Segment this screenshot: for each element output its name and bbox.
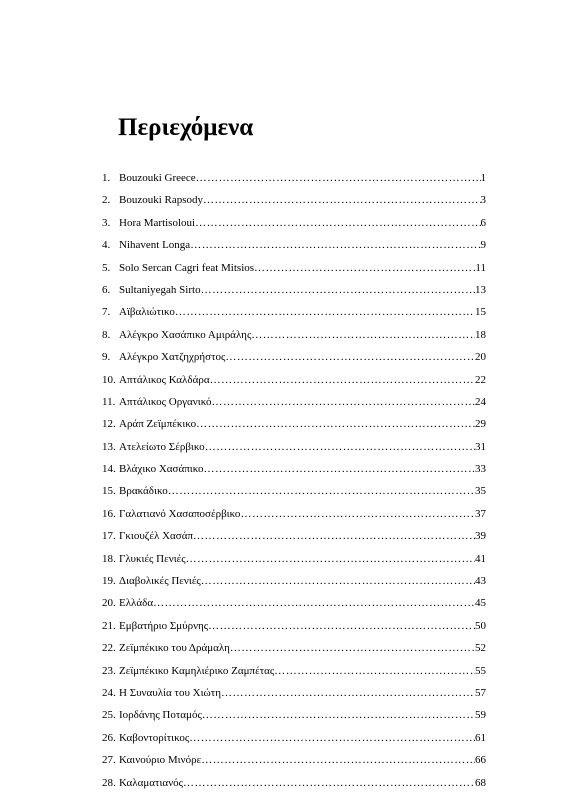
toc-entry-page-number: 57: [475, 686, 486, 699]
toc-entry-number: 15.: [102, 485, 116, 498]
toc-entry-title: Bouzouki Rapsody: [119, 194, 204, 207]
toc-entry-page-number: 45: [475, 597, 486, 610]
toc-dot-leader: [201, 749, 475, 771]
toc-entry: [102, 749, 486, 771]
toc-entry-number: 17.: [102, 530, 116, 543]
toc-entry-number: 7.: [102, 306, 111, 319]
toc-entry-title: Αλέγκρο Χασάπικο Αμιράλης: [119, 328, 252, 341]
toc-entry-title: Διαβολικές Πενιές: [119, 575, 201, 588]
toc-entry: [102, 682, 486, 704]
toc-dot-leader: [193, 525, 475, 547]
toc-entry: [102, 660, 486, 682]
toc-dot-leader: [240, 503, 475, 525]
toc-dot-leader: [183, 772, 475, 794]
toc-entry: [102, 167, 486, 189]
toc-entry-number: 28.: [102, 776, 116, 789]
toc-entry: [102, 234, 486, 256]
toc-entry: [102, 346, 486, 368]
toc-dot-leader: [189, 727, 475, 749]
toc-entry-title: Γλυκιές Πενιές: [119, 552, 186, 565]
toc-entry-number: 4.: [102, 239, 111, 252]
toc-entry: [102, 301, 486, 323]
toc-dot-leader: [221, 682, 475, 704]
toc-entry-title: Αλέγκρο Χατζηχρήστος: [119, 351, 226, 364]
toc-entry-title: Hora Martisoloui: [119, 216, 196, 229]
toc-entry-number: 10.: [102, 373, 116, 386]
toc-entry-page-number: 59: [475, 709, 486, 722]
toc-dot-leader: [196, 167, 481, 189]
toc-entry-title: Βλάχικο Χασάπικο: [119, 463, 204, 476]
toc-entry-title: Βρακάδικο: [119, 485, 168, 498]
toc-entry-page-number: 61: [475, 731, 486, 744]
toc-entry-title: Bouzouki Greece: [119, 172, 196, 184]
toc-entry-page-number: 9: [480, 239, 486, 252]
toc-entry-page-number: 55: [475, 664, 486, 677]
toc-dot-leader: [212, 391, 475, 413]
toc-dot-leader: [195, 212, 480, 234]
toc-entry-page-number: 13: [475, 283, 486, 296]
toc-dot-leader: [274, 660, 475, 682]
toc-entry-number: 19.: [102, 575, 116, 588]
toc-entry-page-number: 66: [475, 754, 486, 767]
toc-entry-page-number: 22: [475, 373, 486, 386]
toc-entry-page-number: 39: [475, 530, 486, 543]
toc-entry: [102, 525, 486, 547]
toc-entry: [102, 324, 486, 346]
toc-entry: [102, 637, 486, 659]
toc-entry-title: Γκιουζέλ Χασάπ: [119, 530, 194, 543]
toc-entry-number: 3.: [102, 216, 111, 229]
toc-entry: [102, 704, 486, 726]
toc-entry-page-number: 6: [480, 216, 486, 229]
toc-dot-leader: [251, 324, 475, 346]
toc-entry: [102, 436, 486, 458]
toc-entry-number: 26.: [102, 731, 116, 744]
toc-dot-leader: [201, 570, 475, 592]
toc-entry-page-number: 18: [475, 328, 486, 341]
toc-entry-number: 13.: [102, 440, 116, 453]
toc-entry-number: 14.: [102, 463, 116, 476]
toc-entry-title: Nihavent Longa: [119, 239, 191, 252]
toc-dot-leader: [202, 704, 475, 726]
toc-entry-title: Αϊβαλιώτικο: [119, 306, 175, 319]
toc-dot-leader: [153, 592, 475, 614]
toc-entry-number: 8.: [102, 328, 111, 341]
toc-entry-title: Ατελείωτο Σέρβικο: [119, 440, 205, 453]
toc-dot-leader: [203, 189, 480, 211]
toc-entry-page-number: 33: [475, 463, 486, 476]
toc-entry: [102, 772, 486, 794]
toc-entry-number: 27.: [102, 754, 116, 767]
toc-dot-leader: [201, 279, 475, 301]
toc-entry-number: 12.: [102, 418, 116, 431]
toc-dot-leader: [190, 234, 480, 256]
toc-dot-leader: [204, 458, 475, 480]
toc-entry-number: 22.: [102, 642, 116, 655]
toc-entry: [102, 413, 486, 435]
toc-entry: [102, 279, 486, 301]
toc-entry: [102, 503, 486, 525]
toc-entry-page-number: 1: [480, 172, 486, 184]
toc-entry-number: 24.: [102, 686, 116, 699]
toc-entry-title: Γαλατιανό Χασαποσέρβικο: [119, 507, 241, 520]
toc-entry: [102, 369, 486, 391]
toc-entry-page-number: 35: [475, 485, 486, 498]
toc-entry-number: 25.: [102, 709, 116, 722]
toc-entry-title: Ελλάδα: [119, 597, 154, 610]
toc-entry-page-number: 50: [475, 619, 486, 632]
toc-entry-title: Solo Sercan Cagri feat Mitsios: [119, 261, 255, 274]
toc-entry-title: Καβοντορίτικος: [119, 731, 190, 744]
toc-entry-title: Καλαματιανός: [119, 776, 184, 789]
toc-entry-page-number: 11: [475, 261, 486, 274]
toc-entry: [102, 212, 486, 234]
toc-entry-number: 2.: [102, 194, 111, 207]
toc-entry-number: 23.: [102, 664, 116, 677]
toc-entry-page-number: 29: [475, 418, 486, 431]
toc-dot-leader: [225, 346, 475, 368]
toc-entry-title: Απτάλικος Οργανικό: [119, 395, 212, 408]
toc-entry-number: 11.: [102, 395, 116, 408]
toc-dot-leader: [210, 369, 475, 391]
toc-entry: [102, 548, 486, 570]
toc-entry-page-number: 41: [475, 552, 486, 565]
toc-entry-page-number: 20: [475, 351, 486, 364]
toc-entry-page-number: 37: [475, 507, 486, 520]
toc-dot-leader: [196, 413, 475, 435]
toc-entry: [102, 727, 486, 749]
toc-entry-number: 20.: [102, 597, 116, 610]
toc-entry: [102, 189, 486, 211]
toc-entry-title: Ζεϊμπέκικο Καμηλιέρικο Ζαμπέτας: [119, 664, 275, 677]
toc-entry: [102, 257, 486, 279]
toc-entry-title: Εμβατήριο Σμύρνης: [119, 619, 209, 632]
toc-entry-number: 16.: [102, 507, 116, 520]
page-title: Περιεχόμενα: [118, 114, 254, 141]
toc-dot-leader: [186, 548, 475, 570]
toc-entry-page-number: 24: [475, 395, 486, 408]
toc-entry-page-number: 43: [475, 575, 486, 588]
toc-entry-page-number: 3: [480, 194, 486, 207]
toc-entry-title: Καινούριο Μινόρε: [119, 754, 202, 767]
toc-entry: [102, 615, 486, 637]
table-of-contents: [102, 167, 486, 794]
toc-entry: [102, 391, 486, 413]
toc-entry-page-number: 52: [475, 642, 486, 655]
toc-entry: [102, 570, 486, 592]
toc-entry-number: 6.: [102, 283, 111, 296]
toc-entry-page-number: 15: [475, 306, 486, 319]
toc-entry-page-number: 68: [475, 776, 486, 789]
toc-dot-leader: [168, 480, 475, 502]
toc-dot-leader: [230, 637, 475, 659]
toc-entry: [102, 480, 486, 502]
toc-entry-number: 5.: [102, 261, 111, 274]
toc-entry-number: 9.: [102, 351, 111, 364]
toc-entry: [102, 458, 486, 480]
toc-entry-title: Ιορδάνης Ποταμός: [119, 709, 202, 722]
toc-entry-page-number: 31: [475, 440, 486, 453]
toc-dot-leader: [175, 301, 475, 323]
toc-entry-title: Απτάλικος Καλδάρα: [119, 373, 210, 386]
toc-entry-number: 1.: [102, 172, 111, 184]
toc-dot-leader: [208, 615, 475, 637]
toc-dot-leader: [205, 436, 475, 458]
toc-entry: [102, 592, 486, 614]
toc-entry-title: Sultaniyegah Sirto: [119, 283, 201, 296]
toc-dot-leader: [254, 257, 475, 279]
toc-entry-number: 21.: [102, 619, 116, 632]
toc-entry-title: Ζεϊμπέκικο του Δράμαλη: [119, 642, 230, 655]
toc-entry-number: 18.: [102, 552, 116, 565]
toc-entry-title: Αράπ Ζεϊμπέκικο: [119, 418, 197, 431]
toc-entry-title: Η Συναυλία του Χιώτη: [119, 686, 221, 699]
